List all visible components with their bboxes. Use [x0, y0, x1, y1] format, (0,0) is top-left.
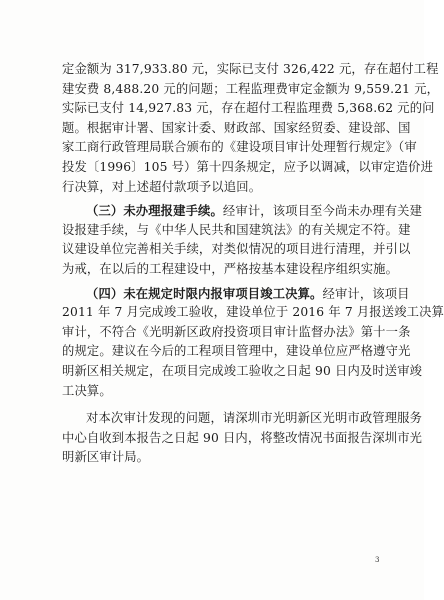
text-line: 明新区相关规定，在项目完成竣工验收之日起 90 日内及时送审竣 — [62, 363, 423, 378]
text-line: 的规定。建议在今后的工程项目管理中，建设单位应严格遵守光 — [62, 344, 411, 359]
text-line: 议建设单位完善相关手续，对类似情况的项目进行清理，并引以 — [62, 242, 411, 257]
heading-rest: 经审计，该项目 — [322, 286, 410, 301]
text-line: 设报建手续，与《中华人民共和国建筑法》的有关规定不符。建 — [62, 222, 411, 237]
document-body — [62, 60, 444, 468]
text-line: 为戒，在以后的工程建设中，严格按基本建设程序组织实施。 — [62, 261, 399, 276]
text-line — [62, 284, 410, 304]
paragraph-no-permit — [62, 201, 423, 279]
heading-rest: 经审计，该项目至今尚未办理有关建 — [222, 204, 423, 219]
page-number: 3 — [375, 556, 380, 564]
paragraph-overpayment — [62, 60, 440, 197]
text-line: 对本次审计发现的问题，请深圳市光明新区光明市政管理服务 — [86, 411, 423, 426]
text-line: 定金额为 317,933.80 元，实际已支付 326,422 元，存在超付工程 — [62, 62, 439, 76]
text-line: 明新区审计局。 — [62, 450, 150, 465]
paragraph-late-settlement — [62, 284, 444, 402]
text-line: 建安费 8,488.20 元的问题；工程监理费审定金额为 9,559.21 元， — [62, 81, 440, 96]
text-line: 实际已支付 14,927.83 元，存在超付工程监理费 5,368.62 元的问 — [62, 101, 435, 116]
text-line: 题。根据审计署、国家计委、财政部、国家经贸委、建设部、国 — [62, 120, 411, 135]
paragraph-rectification — [62, 409, 423, 468]
text-line: 审计，不符合《光明新区政府投资项目审计监督办法》第十一条 — [62, 324, 411, 339]
text-line: 投发〔1996〕105 号）第十四条规定，应予以调减，以审定造价进 — [62, 159, 434, 174]
text-line — [62, 201, 423, 221]
text-line: 工决算。 — [62, 383, 112, 398]
text-line: 家工商行政管理局联合颁布的《建设项目审计处理暂行规定》（审 — [62, 140, 417, 155]
text-line: 2011 年 7 月完成竣工验收，建设单位于 2016 年 7 月报送竣工决算 — [62, 305, 444, 320]
section-heading-3: （三）未办理报建手续。 — [86, 203, 223, 219]
text-line: 中心自收到本报告之日起 90 日内，将整改情况书面报告深圳市光 — [62, 430, 423, 445]
text-line: 行决算，对上述超付款项予以追回。 — [62, 179, 262, 194]
section-heading-4: （四）未在规定时限内报审项目竣工决算。 — [86, 285, 323, 301]
